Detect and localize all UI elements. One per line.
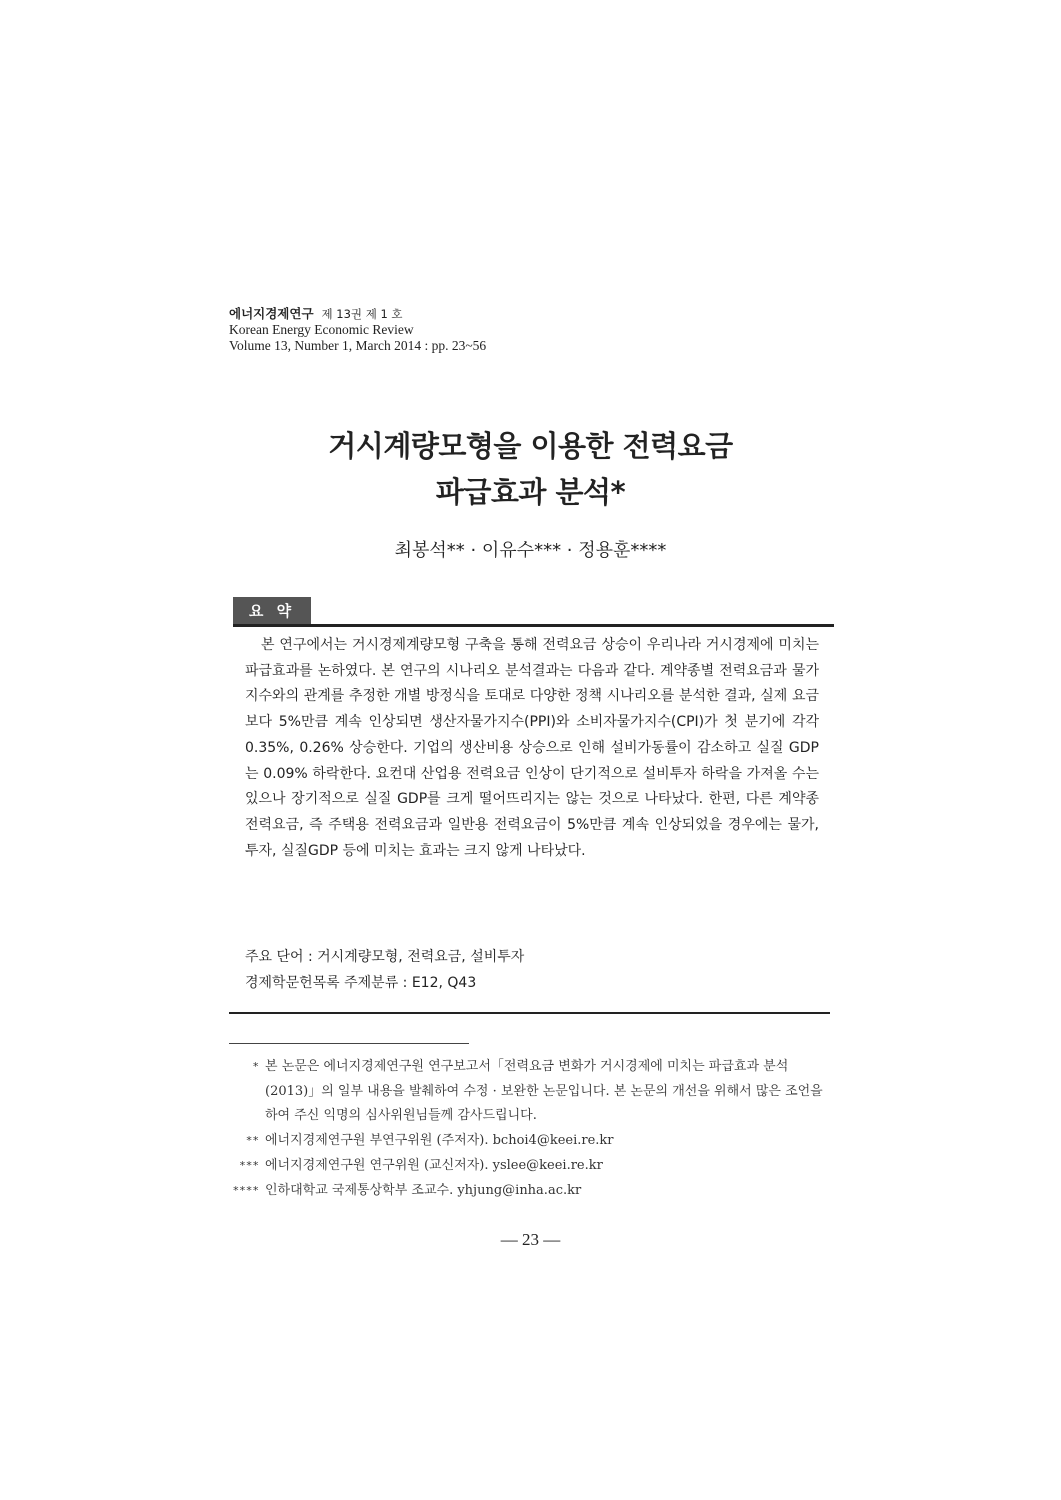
footnote-text: 본 논문은 에너지경제연구원 연구보고서「전력요금 변화가 거시경제에 미치는 파급효과 분석(2013)」의 일부 내용을 발췌하여 수정 · 보완한 논문입니다. 본 논문의 개선을 위해서 많은 조언을 하여 주신 익명의 심사위원님들께 감사드립니다. [265,1059,823,1123]
footnote-divider [229,1043,469,1044]
author-list: 최봉석** · 이유수*** · 정용훈**** [394,540,667,561]
abstract-heading: 요 약 [233,597,311,625]
page-number: — 23 — [500,1230,561,1249]
journal-korean-name: 에너지경제연구 [229,306,314,321]
journal-citation: Volume 13, Number 1, March 2014 : pp. 23~56 [229,338,487,353]
journal-english-name: Korean Energy Economic Review [229,322,414,337]
journal-header [229,306,486,354]
footnote-mark: * [252,1060,259,1073]
abstract-text: 본 연구에서는 거시경제계량모형 구축을 통해 전력요금 상승이 우리나라 거시경제에 미치는 파급효과를 논하였다. 본 연구의 시나리오 분석결과는 다음과 같다. 계약종별 전력요금과 물가지수와의 관계를 추정한 개별 방정식을 토대로 다양한 정책 시나리오를 분석한 결과, 실제 요금보다 5%만큼 계속 인상되면 생산자물가지수(PPI)와 소비자물가지수(CPI)가 첫 분기에 각각 0.35%, 0.26% 상승한다. 기업의 생산비용 상승으로 인해 설비가동률이 감소하고 실질 GDP는 0.09% 하락한다. 요컨대 산업용 전력요금 인상이 단기적으로 설비투자 하락을 가져올 수는 있으나 장기적으로 실질 GDP를 크게 떨어뜨리지는 않는 것으로 나타났다. 한편, 다른 계약종 전력요금, 즉 주택용 전력요금과 일반용 전력요금이 5%만큼 계속 인상되었을 경우에는 물가, 투자, 실질GDP 등에 미치는 효과는 크지 않게 나타났다. [245,637,819,859]
paper-title-line1: 거시계량모형을 이용한 전력요금 [328,429,733,463]
abstract-divider [233,624,834,627]
footnote-text: 에너지경제연구원 연구위원 (교신저자). yslee@keei.re.kr [265,1158,603,1173]
footnote-4 [229,1179,836,1204]
footnote-mark: *** [239,1159,259,1172]
footnote-mark: **** [232,1184,259,1197]
footnote-3 [229,1154,836,1179]
journal-korean-volume: 제 13권 제 1 호 [321,307,403,321]
jel-classification-line: 경제학문헌목록 주제분류 : E12, Q43 [245,975,477,991]
footnote-mark: ** [245,1134,259,1147]
abstract-bottom-divider [229,1012,830,1014]
footnote-text: 인하대학교 국제통상학부 조교수. yhjung@inha.ac.kr [265,1183,582,1198]
footnote-text: 에너지경제연구원 부연구위원 (주저자). bchoi4@keei.re.kr [265,1133,614,1148]
footnote-2 [229,1129,836,1154]
paper-title-line2: 파급효과 분석* [435,475,626,509]
keywords-line: 주요 단어 : 거시계량모형, 전력요금, 설비투자 [245,949,525,965]
abstract-body [245,633,819,864]
